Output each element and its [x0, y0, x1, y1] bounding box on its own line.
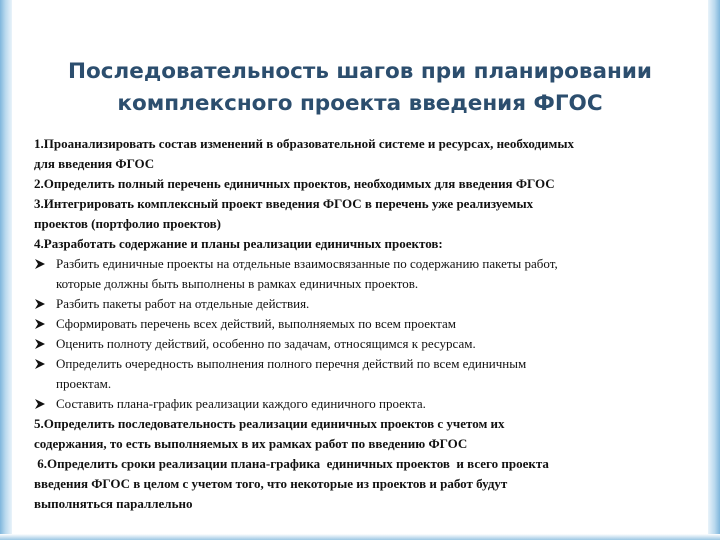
step-6-line-2: введения ФГОС в целом с учетом того, что некоторые из проектов и работ будут: [34, 476, 508, 491]
step-1-line-1: 1.Проанализировать состав изменений в образовательной системе и ресурсах, необходимых: [34, 136, 575, 151]
sub-step-6-text: Составить плана-график реализации каждого единичного проекта.: [56, 396, 426, 411]
arrowhead-checkmark-icon: [34, 298, 46, 310]
step-4: 4.Разработать содержание и планы реализации единичных проектов:: [34, 236, 443, 251]
sub-step-3-text: Сформировать перечень всех действий, выполняемых по всем проектам: [56, 316, 457, 331]
sub-step-6: [34, 394, 674, 414]
step-3-line-1: 3.Интегрировать комплексный проект введения ФГОС в перечень уже реализуемых: [34, 196, 534, 211]
step-6: [34, 454, 674, 514]
step-1-line-2: для введения ФГОС: [34, 156, 155, 171]
sub-step-4-text: Оценить полноту действий, особенно по задачам, относящимся к ресурсам.: [56, 336, 476, 351]
sub-step-2: [34, 294, 674, 314]
sub-step-5: [34, 354, 674, 394]
arrowhead-checkmark-icon: [34, 258, 46, 270]
title-line-1: Последовательность шагов при планировании: [68, 59, 652, 84]
bottom-frame-decoration: [0, 534, 720, 540]
sub-step-1-line-1: Разбить единичные проекты на отдельные взаимосвязанные по содержанию пакеты работ,: [56, 256, 558, 271]
arrowhead-checkmark-icon: [34, 398, 46, 410]
step-1: [34, 134, 674, 174]
step-6-line-3: выполняться параллельно: [34, 496, 193, 511]
step-3-line-2: проектов (портфолио проектов): [34, 216, 221, 231]
step-5-line-1: 5.Определить последовательность реализации единичных проектов с учетом их: [34, 416, 505, 431]
title-line-2: комплексного проекта введения ФГОС: [117, 91, 603, 116]
arrowhead-checkmark-icon: [34, 358, 46, 370]
steps-list: [34, 134, 674, 514]
step-2: 2.Определить полный перечень единичных проектов, необходимых для введения ФГОС: [34, 176, 555, 191]
slide-title: [40, 56, 680, 120]
right-frame-decoration: [708, 0, 720, 540]
sub-step-1: [34, 254, 674, 294]
arrowhead-checkmark-icon: [34, 318, 46, 330]
sub-step-1-line-2: которые должны быть выполнены в рамках единичных проектов.: [56, 276, 419, 291]
sub-step-5-line-1: Определить очередность выполнения полного перечня действий по всем единичным: [56, 356, 527, 371]
sub-step-4: [34, 334, 674, 354]
step-5-line-2: содержания, то есть выполняемых в их рамках работ по введению ФГОС: [34, 436, 468, 451]
step-3: [34, 194, 674, 234]
step-5: [34, 414, 674, 454]
arrowhead-checkmark-icon: [34, 338, 46, 350]
step-6-line-1: 6.Определить сроки реализации плана-графика единичных проектов и всего проекта: [34, 456, 549, 471]
sub-step-5-line-2: проектам.: [56, 376, 112, 391]
sub-step-3: [34, 314, 674, 334]
left-frame-decoration: [0, 0, 12, 540]
sub-step-2-text: Разбить пакеты работ на отдельные действия.: [56, 296, 310, 311]
